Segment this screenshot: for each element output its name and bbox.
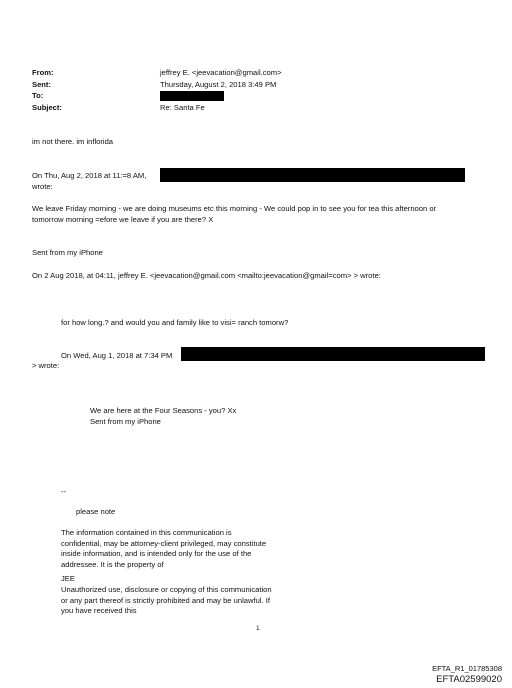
quote3-header: On Wed, Aug 1, 2018 at 7:34 PM <box>61 351 173 360</box>
redaction-to <box>160 91 224 101</box>
disclaimer-part2: Unauthorized use, disclosure or copying of this communication or any part thereof is strictly prohibited and may be unlawful. If you have received this <box>61 585 272 615</box>
footer-id-2: EFTA02599020 <box>436 674 502 685</box>
sent-label: Sent: <box>32 80 51 89</box>
quote2-body: for how long.? and would you and family like to visi= ranch tomorw? <box>61 318 289 327</box>
sent-from-iphone: Sent from my iPhone <box>32 248 103 257</box>
quote1-wrote: wrote: <box>32 182 53 191</box>
page-number: 1 <box>256 625 260 632</box>
reply-text: im not there. im inflorida <box>32 137 114 146</box>
signature-dashes: -- <box>61 487 67 496</box>
footer-id-1: EFTA_R1_01785308 <box>432 664 502 673</box>
redaction-quote3-sender <box>181 347 485 361</box>
quote3-body-line2: Sent from my iPhone <box>90 417 161 426</box>
from-value: jeffrey E. <jeevacation@gmail.com> <box>160 68 282 77</box>
please-note: please note <box>76 507 116 516</box>
disclaimer-part1: The information contained in this communication is confidential, may be attorney-client privileged, may constitute inside information, and is intended only for the use of the addressee. It is the property of <box>61 528 267 569</box>
quote3-body-line1: We are here at the Four Seasons - you? Xx <box>90 406 237 415</box>
quote1-line2: tomorrow morning =efore we leave if you are there? X <box>32 215 214 224</box>
redaction-quote1-sender <box>160 168 465 182</box>
quote1-header: On Thu, Aug 2, 2018 at 11:=8 AM, <box>32 171 147 180</box>
quote3-wrote: > wrote: <box>32 361 60 370</box>
subject-value: Re: Santa Fe <box>160 103 205 112</box>
quote1-line1: We leave Friday morning - we are doing museums etc this morning - We could pop in to see you for tea this afternoon or <box>32 204 437 213</box>
subject-label: Subject: <box>32 103 62 112</box>
disclaimer-jee: JEE <box>61 574 75 583</box>
quote2-header: On 2 Aug 2018, at 04:11, jeffrey E. <jeevacation@gmail.com <mailto:jeevacation@gmail=com> > wrote: <box>32 271 381 280</box>
to-label: To: <box>32 91 44 100</box>
from-label: From: <box>32 68 54 77</box>
sent-value: Thursday, August 2, 2018 3:49 PM <box>160 80 277 89</box>
